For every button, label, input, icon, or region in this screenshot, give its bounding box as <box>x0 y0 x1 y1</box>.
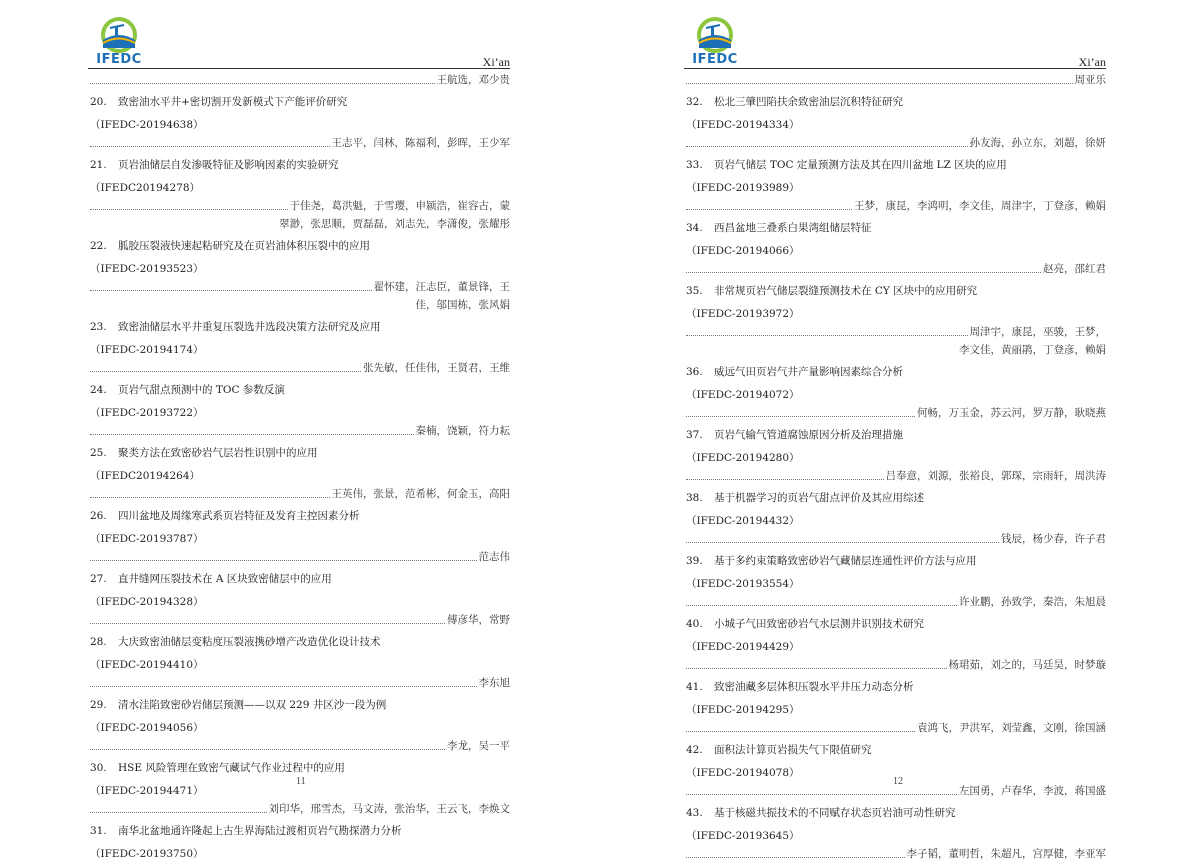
author-names: 周津宇，康昆，巫骏，王梦， <box>969 326 1106 338</box>
dot-leader <box>686 208 852 210</box>
entry-title: 致密油藏多层体积压裂水平井压力动态分析 <box>714 681 914 693</box>
entry-list <box>90 89 510 863</box>
toc-entry <box>90 818 510 863</box>
entry-authors <box>90 278 510 296</box>
entry-title-line <box>686 359 1106 386</box>
entry-authors <box>686 404 1106 422</box>
entry-title: 页岩气储层 TOC 定量预测方法及其在四川盆地 LZ 区块的应用 <box>714 159 1007 171</box>
toc-entry <box>90 89 510 152</box>
dot-leader <box>686 667 947 669</box>
entry-number: 23. <box>90 321 107 333</box>
entry-code: （IFEDC-20193989） <box>686 182 800 194</box>
toc-entry <box>686 89 1106 152</box>
entry-authors <box>90 674 510 692</box>
entry-title-line <box>686 611 1106 638</box>
dot-leader <box>686 271 1041 273</box>
entry-code: （IFEDC-20193722） <box>90 407 204 419</box>
entry-title: 清水洼陷致密砂岩储层预测——以双 229 井区沙一段为例 <box>118 699 387 711</box>
entry-title: 基于多约束策略致密砂岩气藏储层连通性评价方法与应用 <box>714 555 977 567</box>
toc-entry <box>686 674 1106 737</box>
entry-number: 31. <box>90 825 107 837</box>
ifedc-logo <box>684 16 746 66</box>
entry-title-line <box>90 818 510 845</box>
entry-title-line <box>90 629 510 656</box>
author-names: 杨珺茹，刘之的，马廷昊，时梦璇 <box>948 659 1106 671</box>
dot-leader <box>90 145 330 147</box>
author-names: 王航选，邓少贵 <box>436 74 510 86</box>
entry-authors <box>90 134 510 152</box>
logo-emblem-icon <box>684 16 746 54</box>
dot-leader <box>686 730 915 732</box>
entry-number: 43. <box>686 807 703 819</box>
entry-code: （IFEDC-20194066） <box>686 245 800 257</box>
toc-entry <box>90 440 510 503</box>
entry-code: （IFEDC20194264） <box>90 470 200 482</box>
dot-leader <box>686 478 884 480</box>
dot-leader <box>686 145 968 147</box>
entry-title-line <box>686 737 1106 764</box>
entry-title: 面积法计算页岩损失气下限值研究 <box>714 744 872 756</box>
entry-title: 致密油储层水平井重复压裂选井选段决策方法研究及应用 <box>118 321 381 333</box>
entry-title-line <box>90 152 510 179</box>
entry-code: （IFEDC-20194072） <box>686 389 800 401</box>
entry-title-line <box>686 278 1106 305</box>
author-names: 李子韬，董明哲，朱超凡，宫厚健，李亚军 <box>906 848 1106 860</box>
entry-title-line <box>90 566 510 593</box>
author-names: 秦楠，饶颖，符力耘 <box>415 425 510 437</box>
header-rule <box>88 68 510 69</box>
entry-title-line <box>90 440 510 467</box>
dot-leader <box>90 433 414 435</box>
header-city: Xi’an <box>1078 55 1106 69</box>
entry-authors <box>686 467 1106 485</box>
toc-entry <box>686 737 1106 800</box>
toc-entry <box>686 152 1106 215</box>
entry-title-line <box>686 215 1106 242</box>
entry-authors <box>90 197 510 215</box>
author-names: 张先敏，任佳伟，王贤君，王维 <box>363 362 510 374</box>
dot-leader <box>90 622 445 624</box>
entry-authors <box>686 71 1106 89</box>
author-names: 何畅，万玉金，苏云河，罗万静，耿晓燕 <box>917 407 1106 419</box>
entry-number: 40. <box>686 618 703 630</box>
dot-leader <box>686 334 968 336</box>
author-names: 翟怀建，汪志臣，董景锋，王 <box>373 281 510 293</box>
entry-title-line <box>686 548 1106 575</box>
dot-leader <box>686 793 957 795</box>
entry-authors <box>90 485 510 503</box>
entry-title: 页岩油储层自发渗吸特征及影响因素的实验研究 <box>118 159 339 171</box>
entry-number: 35. <box>686 285 703 297</box>
entry-code: （IFEDC-20193750） <box>90 848 204 860</box>
entry-number: 38. <box>686 492 703 504</box>
page-number: 12 <box>893 776 903 787</box>
header-rule <box>684 68 1106 69</box>
entry-number: 25. <box>90 447 107 459</box>
entry-title-line <box>90 314 510 341</box>
entry-code: （IFEDC20194278） <box>90 182 200 194</box>
entry-authors <box>686 197 1106 215</box>
toc-entry <box>90 152 510 233</box>
entry-title: 直井缝网压裂技术在 A 区块致密储层中的应用 <box>118 573 332 585</box>
entry-code: （IFEDC-20194056） <box>90 722 204 734</box>
entry-code: （IFEDC-20194432） <box>686 515 800 527</box>
entry-authors <box>686 260 1106 278</box>
author-names-continued: 翠渺，张思顺，贾磊磊，刘志先，李潇俊，张耀彤 <box>279 218 510 230</box>
entry-authors <box>686 134 1106 152</box>
author-names: 钱辰，杨少春，许子君 <box>1001 533 1106 545</box>
toc-entry <box>90 503 510 566</box>
entry-code: （IFEDC-20193554） <box>686 578 800 590</box>
dot-leader <box>90 811 267 813</box>
entry-code: （IFEDC-20194174） <box>90 344 204 356</box>
author-names: 周亚乐 <box>1074 74 1106 86</box>
entry-authors <box>686 719 1106 737</box>
author-names: 刘印华，邢雪杰，马文涛，张治华，王云飞，李焕文 <box>268 803 510 815</box>
entry-title-line <box>686 674 1106 701</box>
author-names: 赵亮，邵红君 <box>1043 263 1106 275</box>
ifedc-logo <box>88 16 150 66</box>
entry-number: 28. <box>90 636 107 648</box>
dot-leader <box>90 685 477 687</box>
author-names: 傅彦华，常野 <box>447 614 510 626</box>
entry-title: 基于机器学习的页岩气甜点评价及其应用综述 <box>714 492 924 504</box>
entry-title: 胍胶压裂液快速起粘研究及在页岩油体积压裂中的应用 <box>118 240 370 252</box>
entry-code: （IFEDC-20194471） <box>90 785 204 797</box>
author-names: 王梦，康昆，李鸿明，李文佳，周津宇，丁登彦，赖娟 <box>854 200 1106 212</box>
entry-number: 22. <box>90 240 107 252</box>
entry-code: （IFEDC-20194334） <box>686 119 800 131</box>
entry-title: 基于核磁共振技术的不同赋存状态页岩油可动性研究 <box>714 807 956 819</box>
entry-title-line <box>90 377 510 404</box>
entry-title: 大庆致密油储层变粘度压裂液携砂增产改造优化设计技术 <box>118 636 381 648</box>
toc-entry <box>90 233 510 314</box>
dot-leader <box>686 856 905 858</box>
entry-title-line <box>686 152 1106 179</box>
dot-leader <box>90 370 361 372</box>
page-content <box>90 71 510 863</box>
logo-text: IFEDC <box>692 52 738 67</box>
entry-number: 32. <box>686 96 703 108</box>
entry-number: 36. <box>686 366 703 378</box>
toc-entry <box>686 422 1106 485</box>
entry-number: 39. <box>686 555 703 567</box>
entry-title: 松北三肇凹陷扶余致密油层沉积特征研究 <box>714 96 903 108</box>
toc-entry <box>686 485 1106 548</box>
entry-title: 致密油水平井+密切割开发新模式下产能评价研究 <box>118 96 348 108</box>
entry-number: 26. <box>90 510 107 522</box>
dot-leader <box>90 559 477 561</box>
entry-number: 27. <box>90 573 107 585</box>
dot-leader <box>90 82 435 84</box>
entry-list <box>686 89 1106 863</box>
page-right <box>596 0 1192 860</box>
entry-code: （IFEDC-20194295） <box>686 704 800 716</box>
entry-title-line <box>686 485 1106 512</box>
entry-code: （IFEDC-20193787） <box>90 533 204 545</box>
entry-title-line <box>686 89 1106 116</box>
author-names: 范志伟 <box>478 551 510 563</box>
toc-entry <box>686 215 1106 278</box>
entry-title: 页岩气输气管道腐蚀原因分析及治理措施 <box>714 429 903 441</box>
dot-leader <box>686 415 915 417</box>
author-names: 李龙，吴一平 <box>447 740 510 752</box>
entry-number: 42. <box>686 744 703 756</box>
dot-leader <box>686 541 999 543</box>
entry-title: 聚类方法在致密砂岩气层岩性识别中的应用 <box>118 447 318 459</box>
entry-number: 21. <box>90 159 107 171</box>
entry-title: 页岩气甜点预测中的 TOC 参数反演 <box>118 384 285 396</box>
entry-authors <box>686 845 1106 863</box>
author-names: 吕奉意，刘源，张裕良，郭琛，宗雨轩，周洪涛 <box>885 470 1106 482</box>
entry-number: 41. <box>686 681 703 693</box>
entry-authors <box>90 611 510 629</box>
toc-entry <box>686 548 1106 611</box>
entry-code: （IFEDC-20194328） <box>90 596 204 608</box>
entry-authors <box>686 593 1106 611</box>
author-names: 于佳尧，葛洪魁，于雪璎，申颍浩，崔容古，蒙 <box>289 200 510 212</box>
toc-entry <box>90 566 510 629</box>
page-content <box>686 71 1106 863</box>
page-number: 11 <box>296 776 306 787</box>
entry-code: （IFEDC-20194429） <box>686 641 800 653</box>
author-names: 李东旭 <box>478 677 510 689</box>
entry-number: 33. <box>686 159 703 171</box>
toc-entry <box>686 359 1106 422</box>
entry-title: 威远气田页岩气井产量影响因素综合分析 <box>714 366 903 378</box>
dot-leader <box>686 604 957 606</box>
author-names: 王志平，闫林，陈福利，彭晖，王少军 <box>331 137 510 149</box>
header-city: Xi’an <box>482 55 510 69</box>
entry-number: 24. <box>90 384 107 396</box>
entry-number: 34. <box>686 222 703 234</box>
entry-title: 非常规页岩气储层裂缝预测技术在 CY 区块中的应用研究 <box>714 285 978 297</box>
author-names: 左国勇，卢春华，李波，蒋国盛 <box>959 785 1106 797</box>
entry-number: 30. <box>90 762 107 774</box>
entry-authors <box>90 800 510 818</box>
entry-code: （IFEDC-20194638） <box>90 119 204 131</box>
dot-leader <box>90 496 330 498</box>
entry-title-line <box>686 800 1106 827</box>
dot-leader <box>90 289 372 291</box>
entry-title-line <box>90 233 510 260</box>
page-left <box>0 0 596 860</box>
entry-title: 小城子气田致密砂岩气水层测井识别技术研究 <box>714 618 924 630</box>
entry-code: （IFEDC-20193645） <box>686 830 800 842</box>
logo-emblem-icon <box>88 16 150 54</box>
entry-authors <box>90 737 510 755</box>
entry-code: （IFEDC-20193523） <box>90 263 204 275</box>
entry-number: 37. <box>686 429 703 441</box>
entry-code: （IFEDC-20194410） <box>90 659 204 671</box>
author-names: 王英伟，张景，范希彬，何金玉，高阳 <box>331 488 510 500</box>
toc-entry <box>90 629 510 692</box>
entry-title: HSE 风险管理在致密气藏试气作业过程中的应用 <box>118 762 345 774</box>
toc-entry <box>90 692 510 755</box>
author-names: 袁鸿飞，尹洪军，刘莹鑫，文刚，徐国涵 <box>917 722 1106 734</box>
author-names: 许业鹏，孙致学，秦浩，朱旭晨 <box>959 596 1106 608</box>
toc-entry <box>686 611 1106 674</box>
toc-entry <box>686 278 1106 359</box>
dot-leader <box>90 208 288 210</box>
entry-authors <box>686 323 1106 341</box>
entry-authors <box>90 548 510 566</box>
entry-authors <box>686 656 1106 674</box>
entry-title: 西昌盆地三叠系白果湾组储层特征 <box>714 222 872 234</box>
entry-authors <box>90 359 510 377</box>
toc-entry <box>90 314 510 377</box>
entry-code: （IFEDC-20194280） <box>686 452 800 464</box>
dot-leader <box>686 82 1073 84</box>
entry-title: 南华北盆地通许隆起上古生界海陆过渡相页岩气勘探潜力分析 <box>118 825 402 837</box>
entry-authors <box>90 422 510 440</box>
logo-text: IFEDC <box>96 52 142 67</box>
dot-leader <box>90 748 445 750</box>
author-names-continued: 李文佳，黄丽鹃，丁登彦，赖娟 <box>959 344 1106 356</box>
entry-title-line <box>90 503 510 530</box>
entry-authors <box>686 530 1106 548</box>
entry-title-line <box>90 692 510 719</box>
toc-entry <box>686 800 1106 863</box>
entry-title: 四川盆地及周缘寒武系页岩特征及发育主控因素分析 <box>118 510 360 522</box>
entry-number: 29. <box>90 699 107 711</box>
author-names: 孙友海，孙立东，刘超，徐妍 <box>969 137 1106 149</box>
entry-code: （IFEDC-20193972） <box>686 308 800 320</box>
entry-number: 20. <box>90 96 107 108</box>
entry-authors <box>90 71 510 89</box>
entry-title-line <box>686 422 1106 449</box>
entry-title-line <box>90 89 510 116</box>
toc-entry <box>90 377 510 440</box>
entry-code: （IFEDC-20194078） <box>686 767 800 779</box>
author-names-continued: 佳，邬国栋，张风娟 <box>415 299 510 311</box>
